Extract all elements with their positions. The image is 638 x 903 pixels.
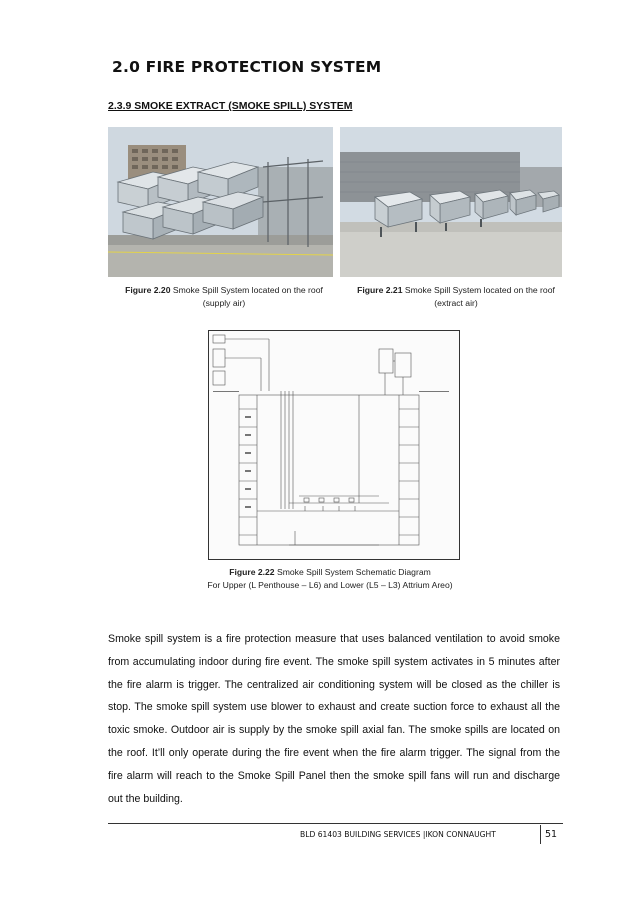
chapter-title: 2.0 FIRE PROTECTION SYSTEM	[112, 58, 382, 76]
figure-2-20-caption-line1: Smoke Spill System located on the roof	[172, 285, 323, 295]
footer-rule	[108, 823, 563, 824]
figure-2-21-caption-line1: Smoke Spill System located on the roof	[404, 285, 555, 295]
figure-2-20-label: Figure 2.20	[125, 285, 171, 295]
figure-2-20-photo	[108, 127, 333, 277]
footer-divider	[540, 825, 541, 844]
figure-2-22-caption-line1: Smoke Spill System Schematic Diagram	[276, 567, 431, 577]
figure-2-21-caption	[340, 284, 572, 310]
figure-2-22-caption-line2: For Upper (L Penthouse – L6) and Lower (L5 – L3) Attrium Areo)	[207, 580, 453, 590]
figure-2-22-schematic	[208, 330, 460, 560]
footer-course-title: BLD 61403 BUILDING SERVICES |IKON CONNAUGHT	[300, 830, 496, 839]
figure-2-20-caption	[108, 284, 340, 310]
body-paragraph: Smoke spill system is a fire protection measure that uses balanced ventilation to avoid smoke from accumulating indoor during fire event. The smoke spill system activates in 5 minutes after the fire alarm is trigger. The centralized air conditioning system will be closed as the chiller is stop. The smoke spill system use blower to exhaust and create suction force to exhaust all the toxic smoke. Outdoor air is supply by the smoke spill axial fan. The smoke spills are located on the roof. It’ll only operate during the fire event when the fire alarm trigger. The signal from the fire alarm will reach to the Smoke Spill Panel then the smoke spill fans will run and discharge out the building.	[108, 633, 560, 805]
figure-2-21-caption-line2: (extract air)	[434, 298, 478, 308]
section-heading: 2.3.9 SMOKE EXTRACT (SMOKE SPILL) SYSTEM	[108, 100, 353, 112]
figure-2-22-caption	[175, 566, 485, 592]
figure-2-21-label: Figure 2.21	[357, 285, 403, 295]
figure-2-20-caption-line2: (supply air)	[202, 298, 246, 308]
figure-2-22-label: Figure 2.22	[229, 567, 275, 577]
page-number: 51	[545, 829, 558, 840]
figure-2-21-photo	[340, 127, 562, 277]
